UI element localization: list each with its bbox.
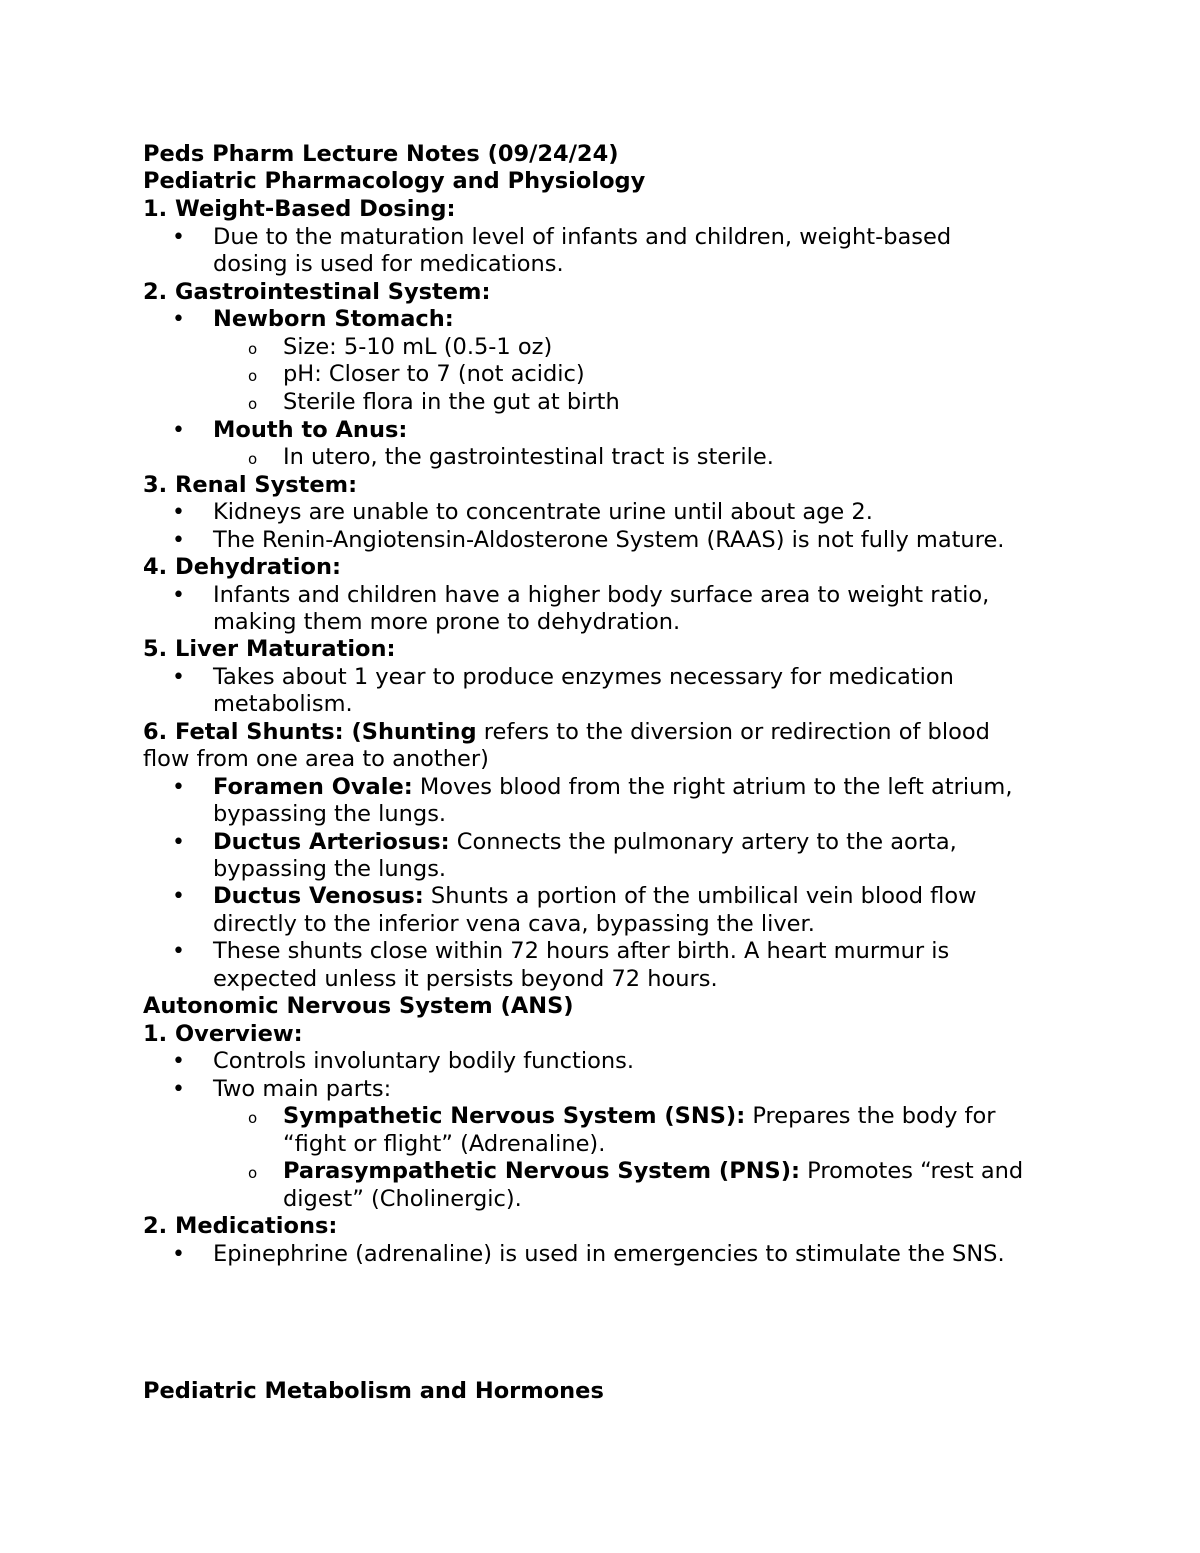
term-definition: Moves blood from the right atrium to the left atrium,: [412, 774, 1013, 800]
sub-list-item-continuation: “fight or flight” (Adrenaline).: [283, 1131, 606, 1157]
subsection-heading: 1. Weight-Based Dosing:: [143, 196, 456, 222]
sub-list-item-continuation: digest” (Cholinergic).: [283, 1186, 522, 1212]
bullet-marker: •: [172, 939, 185, 964]
bullet-marker: •: [172, 775, 185, 800]
term-label: Foramen Ovale:: [213, 774, 413, 800]
subsection-heading: 4. Dehydration:: [143, 554, 341, 580]
list-item: Controls involuntary bodily functions.: [213, 1048, 634, 1074]
bullet-marker: •: [172, 1077, 185, 1102]
sub-bullet-marker: o: [248, 340, 258, 358]
term-definition: Promotes “rest and: [800, 1158, 1024, 1184]
list-item: Takes about 1 year to produce enzymes necessary for medication: [213, 664, 954, 690]
list-item-continuation: bypassing the lungs.: [213, 856, 447, 882]
list-item: Infants and children have a higher body surface area to weight ratio,: [213, 582, 990, 608]
sub-bullet-marker: o: [248, 395, 258, 413]
bullet-marker: •: [172, 583, 185, 608]
subsection-heading: 3. Renal System:: [143, 472, 358, 498]
list-item: [213, 774, 1012, 801]
list-item-continuation: metabolism.: [213, 691, 353, 717]
bullet-marker: •: [172, 528, 185, 553]
list-item: Newborn Stomach:: [213, 306, 454, 332]
subsection-heading-text: refers to the diversion or redirection of blood: [476, 719, 990, 745]
term-label: Parasympathetic Nervous System (PNS):: [283, 1158, 801, 1184]
sub-bullet-marker: o: [248, 1164, 258, 1182]
list-item-continuation: dosing is used for medications.: [213, 251, 564, 277]
subsection-heading: 2. Gastrointestinal System:: [143, 279, 491, 305]
bullet-marker: •: [172, 830, 185, 855]
bullet-marker: •: [172, 418, 185, 443]
list-item: Kidneys are unable to concentrate urine until about age 2.: [213, 499, 873, 525]
term-definition: Prepares the body for: [745, 1103, 996, 1129]
subsection-heading: 1. Overview:: [143, 1021, 303, 1047]
sub-list-item: [283, 1103, 995, 1130]
term-definition: Shunts a portion of the umbilical vein blood flow: [423, 883, 977, 909]
section-heading: Pediatric Pharmacology and Physiology: [143, 168, 646, 194]
bullet-marker: •: [172, 665, 185, 690]
sub-bullet-marker: o: [248, 367, 258, 385]
list-item-continuation: making them more prone to dehydration.: [213, 609, 681, 635]
term-definition: Connects the pulmonary artery to the aorta,: [449, 829, 957, 855]
sub-list-item: pH: Closer to 7 (not acidic): [283, 361, 585, 387]
list-item: Due to the maturation level of infants and children, weight-based: [213, 224, 952, 250]
subsection-heading-bold: 6. Fetal Shunts: (Shunting: [143, 719, 477, 745]
list-item-continuation: directly to the inferior vena cava, bypassing the liver.: [213, 911, 815, 937]
sub-list-item: In utero, the gastrointestinal tract is sterile.: [283, 444, 774, 470]
subsection-heading: 5. Liver Maturation:: [143, 636, 396, 662]
bullet-marker: •: [172, 225, 185, 250]
list-item-continuation: expected unless it persists beyond 72 hours.: [213, 966, 718, 992]
term-label: Sympathetic Nervous System (SNS):: [283, 1103, 746, 1129]
subsection-heading: 2. Medications:: [143, 1213, 338, 1239]
section-heading: Autonomic Nervous System (ANS): [143, 993, 574, 1019]
list-item: These shunts close within 72 hours after birth. A heart murmur is: [213, 938, 950, 964]
sub-list-item: [283, 1158, 1023, 1185]
subsection-heading: [143, 719, 990, 746]
list-item: The Renin-Angiotensin-Aldosterone System (RAAS) is not fully mature.: [213, 527, 1005, 553]
bullet-marker: •: [172, 1049, 185, 1074]
bullet-marker: •: [172, 884, 185, 909]
list-item: Mouth to Anus:: [213, 417, 408, 443]
bullet-marker: •: [172, 307, 185, 332]
document-title: Peds Pharm Lecture Notes (09/24/24): [143, 141, 619, 167]
list-item: Two main parts:: [213, 1076, 392, 1102]
list-item: [213, 883, 977, 910]
sub-list-item: Sterile flora in the gut at birth: [283, 389, 620, 415]
bullet-marker: •: [172, 1242, 185, 1267]
sub-list-item: Size: 5-10 mL (0.5-1 oz): [283, 334, 553, 360]
sub-bullet-marker: o: [248, 1109, 258, 1127]
section-heading: Pediatric Metabolism and Hormones: [143, 1378, 604, 1404]
list-item: [213, 829, 957, 856]
term-label: Ductus Venosus:: [213, 883, 424, 909]
term-label: Ductus Arteriosus:: [213, 829, 450, 855]
bullet-marker: •: [172, 500, 185, 525]
subsection-heading-continuation: flow from one area to another): [143, 746, 489, 772]
list-item-continuation: bypassing the lungs.: [213, 801, 447, 827]
list-item: Epinephrine (adrenaline) is used in emergencies to stimulate the SNS.: [213, 1241, 1005, 1267]
sub-bullet-marker: o: [248, 450, 258, 468]
